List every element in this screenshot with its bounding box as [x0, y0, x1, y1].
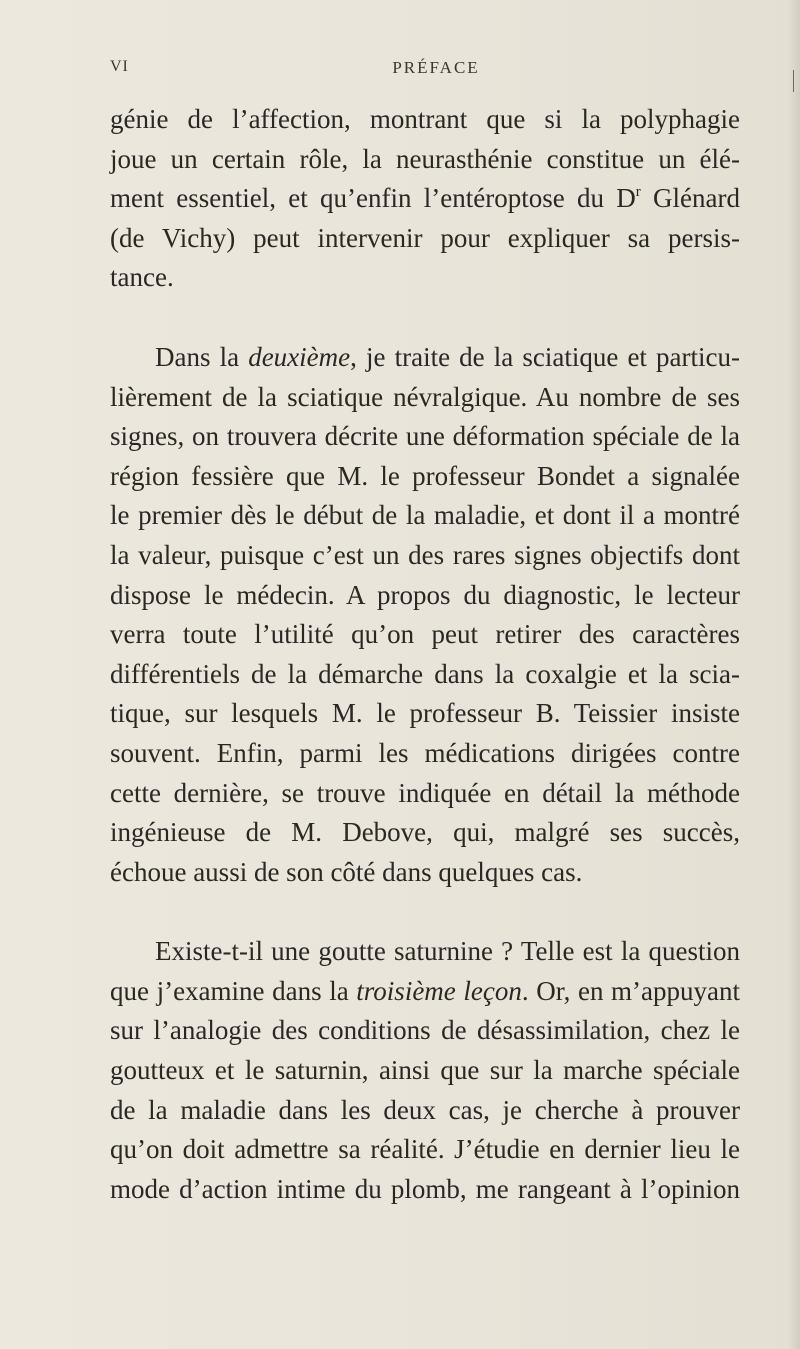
text-line: [110, 576, 740, 616]
text-line: [110, 140, 740, 180]
text-line: [110, 496, 740, 536]
text-line: [110, 378, 740, 418]
text-run: que j’examine dans la: [110, 975, 357, 1006]
text-line: [110, 1051, 740, 1091]
text-run: souvent. Enfin, parmi les médications dirigées contre: [110, 737, 740, 768]
text-line: [110, 258, 740, 298]
text-line: [110, 853, 740, 893]
text-run: Dans la: [155, 341, 249, 372]
paragraph: [110, 100, 740, 298]
text-run: (de Vichy) peut intervenir pour expliquer sa persis-: [110, 222, 740, 253]
text-line: [110, 972, 740, 1012]
page-edge-mark: [793, 70, 794, 92]
text-run: ment essentiel, et qu’enfin l’entéroptose du D: [110, 183, 636, 214]
paragraph: [110, 338, 740, 892]
italic-run: deuxième: [248, 341, 351, 372]
text-line: [110, 734, 740, 774]
text-run: de la maladie dans les deux cas, je cherche à prouver: [110, 1094, 740, 1125]
text-run: goutteux et le saturnin, ainsi que sur la marche spéciale: [110, 1055, 740, 1086]
text-line: [110, 694, 740, 734]
superscript: r: [635, 184, 641, 201]
text-run: joue un certain rôle, la neurasthénie constitue un élé-: [110, 143, 740, 174]
text-run: échoue aussi de son côté dans quelques cas.: [110, 856, 583, 887]
text-run: génie de l’affection, montrant que si la polyphagie: [110, 104, 740, 134]
text-run: qu’on doit admettre sa réalité. J’étudie en dernier lieu le: [110, 1134, 740, 1165]
page-body: [110, 100, 740, 1209]
text-run: cette dernière, se trouve indiquée en détail la méthode: [110, 777, 740, 808]
text-line: [110, 536, 740, 576]
text-line: [110, 100, 740, 140]
text-run: , je traite de la sciatique et particu-: [350, 341, 740, 372]
text-line: [110, 1170, 740, 1210]
text-run: tique, sur lesquels M. le professeur B. Teissier insiste: [110, 698, 740, 729]
text-line: [110, 1130, 740, 1170]
text-line: [110, 655, 740, 695]
text-line: [110, 219, 740, 259]
text-run: Existe-t-il une goutte saturnine ? Telle est la question: [155, 936, 740, 967]
page-number: VI: [110, 58, 129, 75]
text-run: dispose le médecin. A propos du diagnostic, le lecteur: [110, 579, 740, 610]
text-line: [110, 774, 740, 814]
text-run: région fessière que M. le professeur Bondet a signalée: [110, 460, 740, 491]
text-line: [110, 1091, 740, 1131]
text-line: [110, 813, 740, 853]
italic-run: troisième leçon: [356, 975, 522, 1006]
page-edge-shadow: [788, 0, 800, 1349]
text-line: [110, 932, 740, 972]
text-line: [110, 179, 740, 219]
running-head: PRÉFACE: [392, 58, 480, 77]
text-line: [110, 338, 740, 378]
text-line: [110, 417, 740, 457]
text-line: [110, 615, 740, 655]
paragraph: [110, 932, 740, 1209]
text-run: verra toute l’utilité qu’on peut retirer des caractères: [110, 619, 740, 650]
text-run: sur l’analogie des conditions de désassimilation, chez le: [110, 1015, 740, 1046]
text-run: signes, on trouvera décrite une déformation spéciale de la: [110, 421, 740, 452]
text-line: [110, 1011, 740, 1051]
text-run: la valeur, puisque c’est un des rares signes objectifs dont: [110, 539, 740, 570]
text-run: ingénieuse de M. Debove, qui, malgré ses succès,: [110, 817, 740, 848]
text-run: . Or, en m’appuyant: [521, 975, 741, 1006]
text-run: mode d’action intime du plomb, me rangeant à l’opinion: [110, 1173, 740, 1204]
text-run: tance.: [110, 262, 174, 293]
text-line: [110, 457, 740, 497]
page-header: [110, 58, 740, 82]
text-run: Glénard: [640, 183, 740, 214]
text-run: différentiels de la démarche dans la coxalgie et la scia-: [110, 658, 740, 689]
text-run: le premier dès le début de la maladie, et dont il a montré: [110, 500, 740, 531]
text-run: lièrement de la sciatique névralgique. Au nombre de ses: [110, 381, 740, 412]
